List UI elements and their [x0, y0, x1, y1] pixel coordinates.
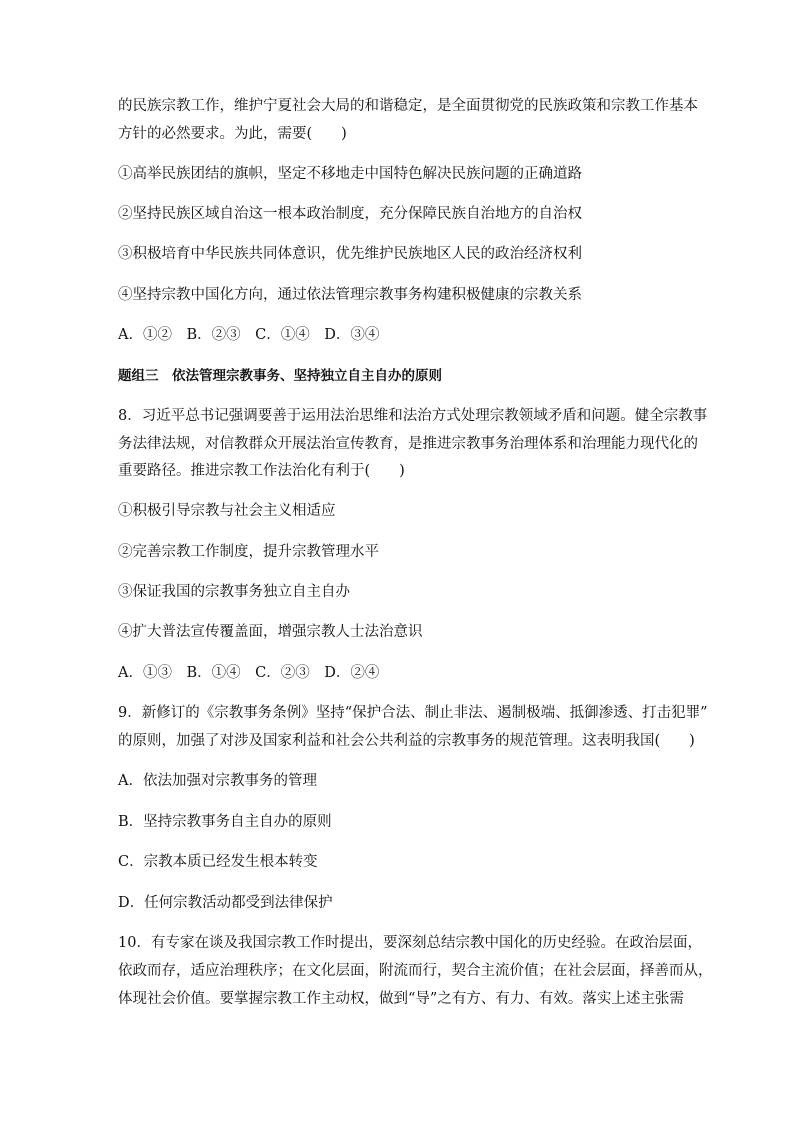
q8-stem-line-2: 务法律法规，对信教群众开展法治宣传教育，是推进宗教事务治理体系和治理能力现代化的: [118, 436, 698, 452]
q10-stem-line-2: 依政而存，适应治理秩序；在文化层面，附流而行，契合主流价值；在社会层面，择善而从，: [118, 963, 713, 979]
intro-text-line-1: 的民族宗教工作，维护宁夏社会大局的和谐稳定，是全面贯彻党的民族政策和宗教工作基本: [118, 98, 698, 114]
section-heading: 题组三 依法管理宗教事务、坚持独立自主自办的原则: [118, 368, 442, 384]
q8-option-1: ①积极引导宗教与社会主义相适应: [118, 503, 336, 519]
q9-option-c: C．宗教本质已经发生根本转变: [118, 854, 318, 870]
q7-option-1: ①高举民族团结的旗帜，坚定不移地走中国特色解决民族问题的正确道路: [118, 166, 582, 182]
q9-option-b: B．坚持宗教事务自主自办的原则: [118, 814, 332, 830]
q7-option-2: ②坚持民族区域自治这一根本政治制度，充分保障民族自治地方的自治权: [118, 206, 582, 222]
q9-stem-line-1: 9．新修订的《宗教事务条例》坚持“保护合法、制止非法、遏制极端、抵御渗透、打击犯罪”: [118, 705, 708, 721]
q8-option-4: ④扩大普法宣传覆盖面，增强宗教人士法治意识: [118, 624, 423, 640]
q8-answer-choices: A．①③ B．①④ C．②③ D．②④: [118, 665, 380, 681]
q7-option-3: ③积极培育中华民族共同体意识，优先维护民族地区人民的政治经济权利: [118, 246, 582, 262]
q9-stem-line-2: 的原则，加强了对涉及国家利益和社会公共利益的宗教事务的规范管理。这表明我国( ): [118, 733, 695, 749]
q9-option-a: A．依法加强对宗教事务的管理: [118, 773, 317, 789]
intro-text-line-2: 方针的必然要求。为此，需要( ): [118, 126, 347, 142]
q10-stem-line-3: 体现社会价值。要掌握宗教工作主动权，做到“导”之有方、有力、有效。落实上述主张需: [118, 991, 684, 1007]
q9-option-d: D．任何宗教活动都受到法律保护: [118, 895, 333, 911]
q8-stem-line-3: 重要路径。推进宗教工作法治化有利于( ): [118, 463, 405, 479]
q8-option-2: ②完善宗教工作制度，提升宗教管理水平: [118, 544, 379, 560]
q7-answer-choices: A．①② B．②③ C．①④ D．③④: [118, 327, 380, 343]
q8-stem-line-1: 8．习近平总书记强调要善于运用法治思维和法治方式处理宗教领域矛盾和问题。健全宗教事: [118, 408, 708, 424]
q7-option-4: ④坚持宗教中国化方向，通过依法管理宗教事务构建积极健康的宗教关系: [118, 287, 582, 303]
q10-stem-line-1: 10．有专家在谈及我国宗教工作时提出，要深刻总结宗教中国化的历史经验。在政治层面，: [118, 935, 702, 951]
q8-option-3: ③保证我国的宗教事务独立自主自办: [118, 584, 350, 600]
